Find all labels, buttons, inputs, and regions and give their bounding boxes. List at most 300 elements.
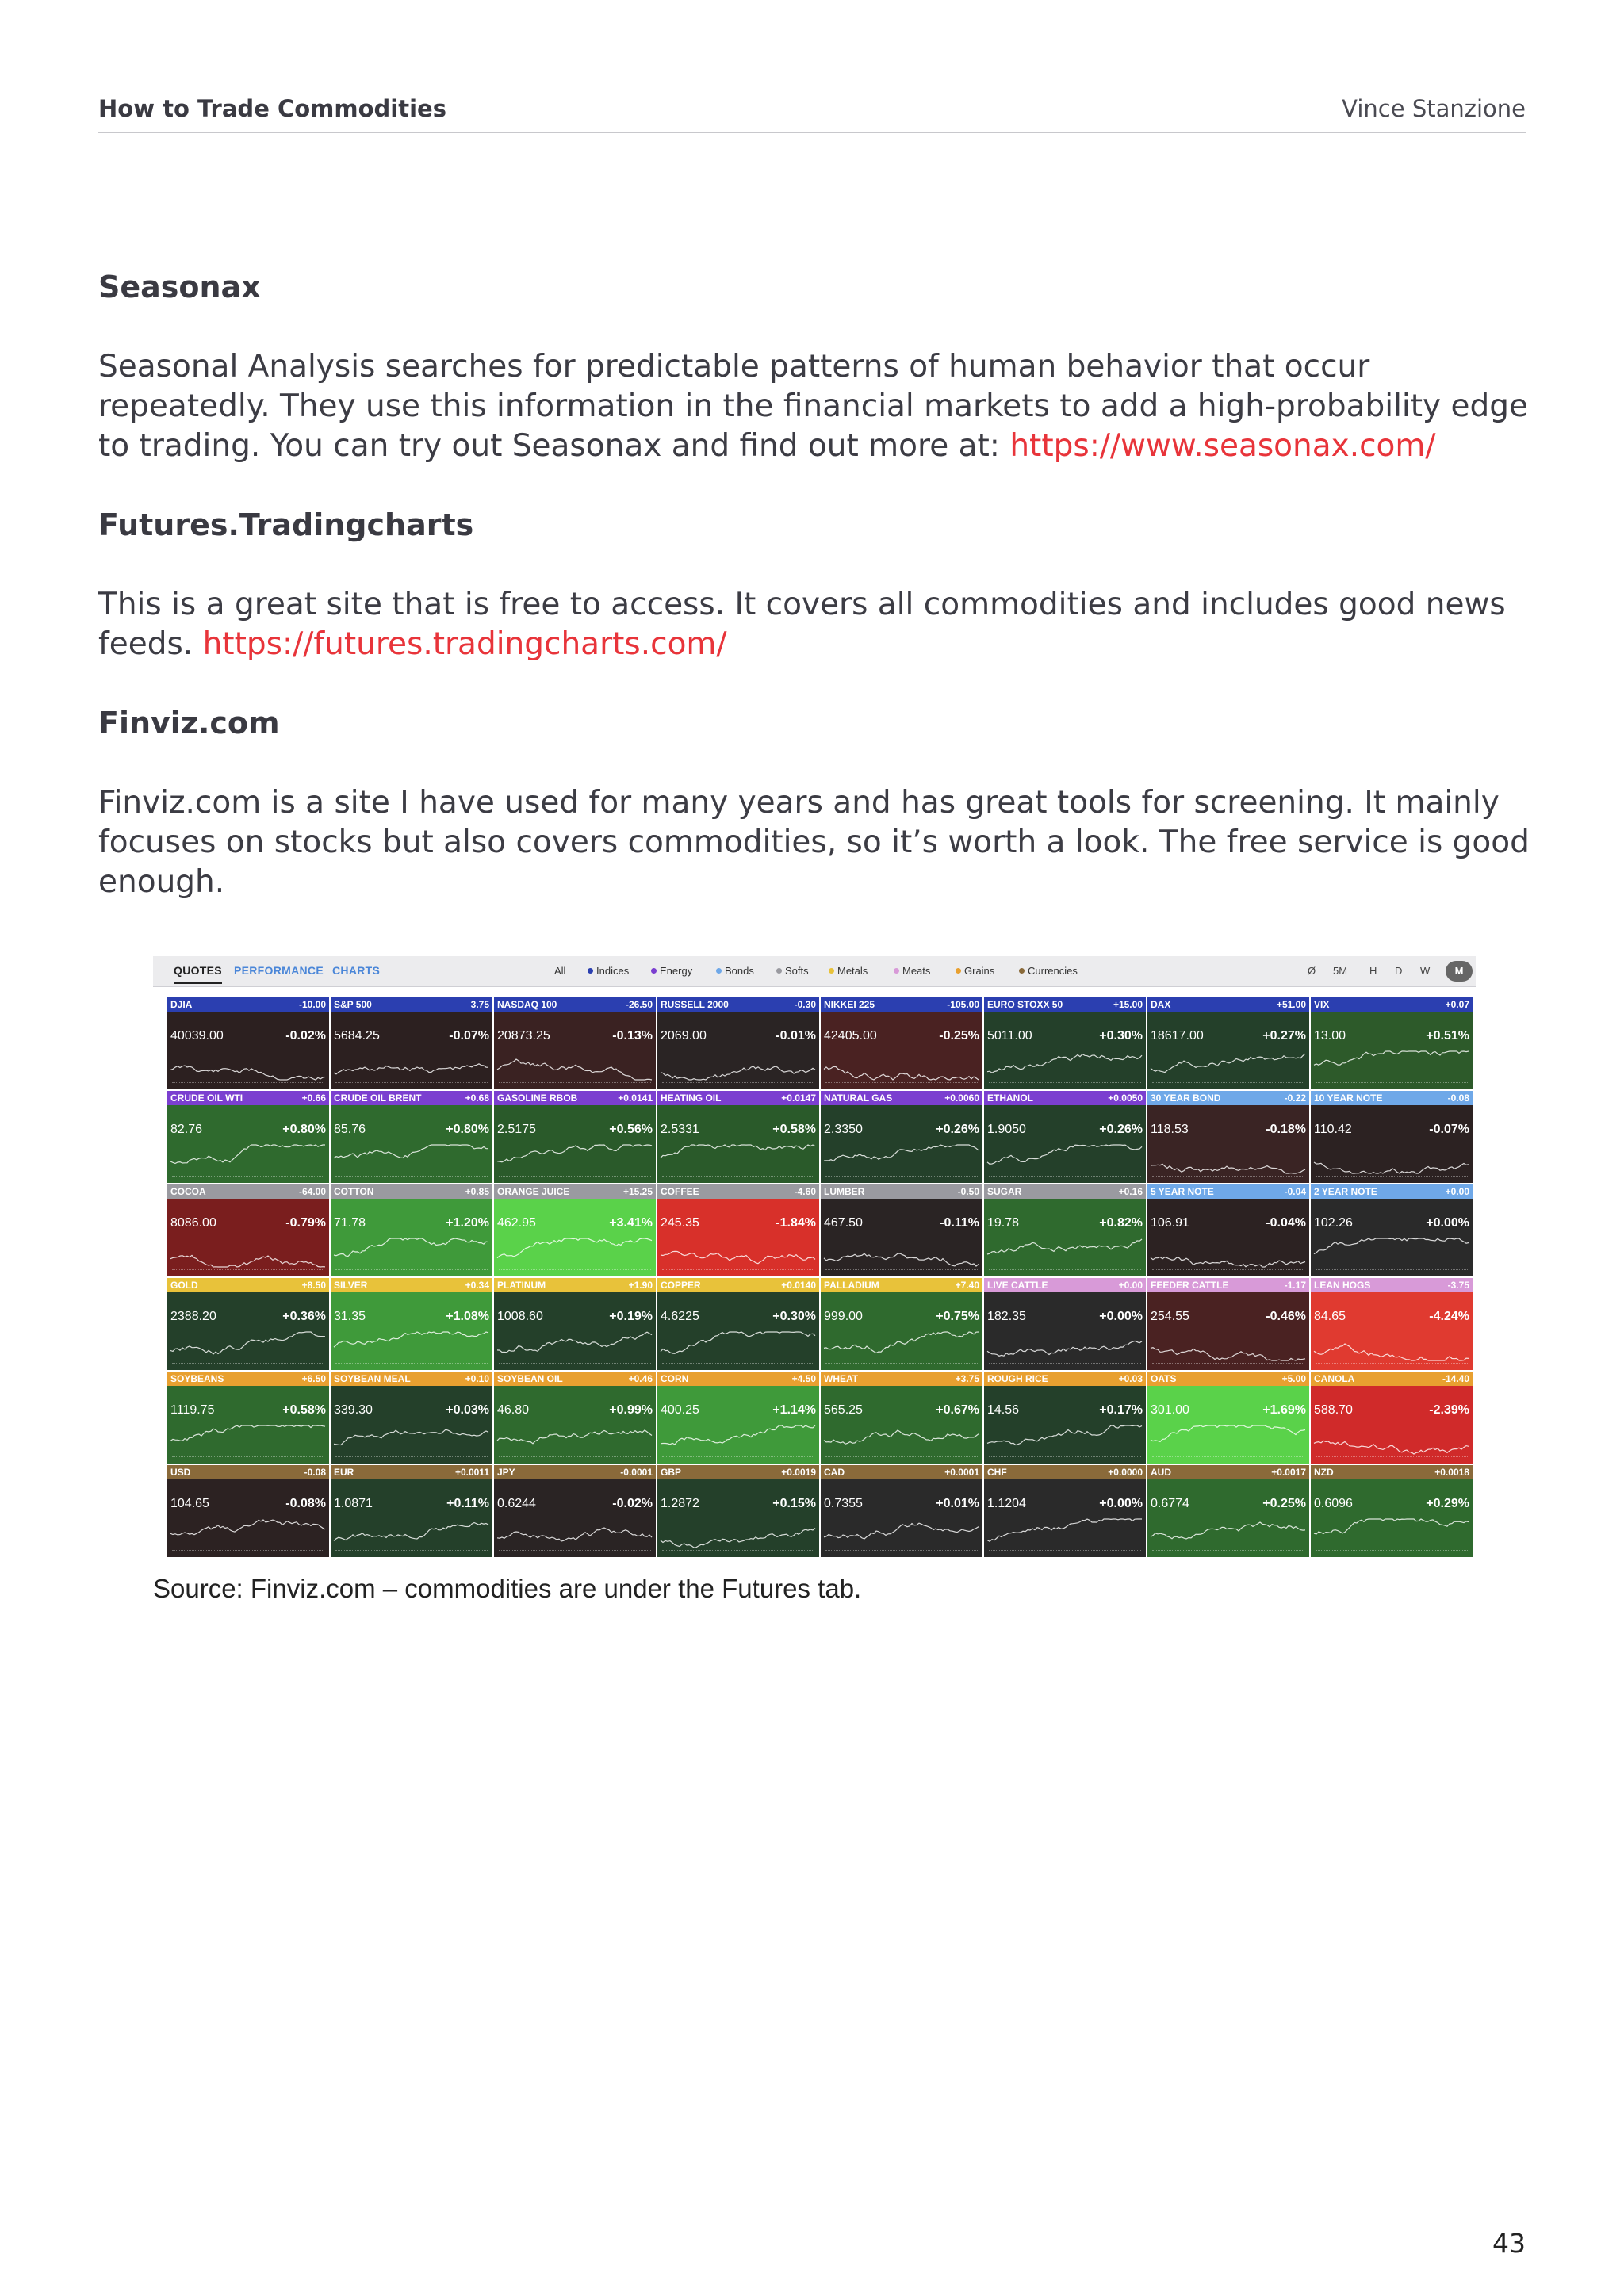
futures-tile[interactable] — [984, 997, 1146, 1089]
sparkline-chart — [984, 1516, 1146, 1551]
tile-price: 31.35 — [334, 1310, 366, 1323]
sparkline-chart — [821, 1235, 982, 1270]
sparkline-line — [497, 1059, 652, 1080]
tile-change: -14.40 — [1442, 1373, 1469, 1384]
tile-header — [1147, 1465, 1309, 1479]
tile-header — [1147, 1278, 1309, 1292]
tile-header — [984, 1372, 1146, 1386]
sparkline-chart — [167, 1422, 329, 1457]
futures-tile[interactable] — [1311, 1372, 1473, 1464]
sparkline-chart — [167, 1048, 329, 1083]
tile-name: DJIA — [170, 999, 193, 1010]
sparkline-chart — [167, 1516, 329, 1551]
tile-price: 1008.60 — [497, 1310, 543, 1323]
tile-body — [821, 1386, 982, 1464]
filter-bonds[interactable] — [716, 965, 754, 977]
tile-name: CRUDE OIL WTI — [170, 1093, 243, 1104]
filter-meats[interactable] — [894, 965, 930, 977]
sparkline-line — [170, 1066, 325, 1080]
tile-price: 254.55 — [1151, 1310, 1189, 1323]
futures-tile[interactable] — [821, 1278, 982, 1370]
tile-change: +5.00 — [1281, 1373, 1306, 1384]
sparkline-chart — [331, 1422, 492, 1457]
tile-price: 102.26 — [1314, 1216, 1353, 1230]
sparkline-line — [987, 1519, 1142, 1541]
tile-change: +0.16 — [1118, 1186, 1143, 1197]
tile-axis — [1316, 1269, 1468, 1275]
tile-body — [331, 1199, 492, 1276]
tile-header — [1147, 1184, 1309, 1199]
timeframe-0[interactable]: Ø — [1308, 965, 1316, 977]
sparkline-chart — [1147, 1142, 1309, 1177]
sparkline-line — [824, 1066, 979, 1080]
timeframe-1[interactable]: 5M — [1333, 965, 1348, 977]
filter-indices[interactable] — [588, 965, 629, 977]
tile-axis — [1152, 1176, 1304, 1181]
tile-name: ETHANOL — [987, 1093, 1033, 1104]
tile-percent-change: +1.14% — [772, 1403, 816, 1417]
tab-charts[interactable]: CHARTS — [332, 964, 381, 977]
tile-percent-change: +0.30% — [1099, 1029, 1143, 1043]
futures-tile[interactable] — [494, 1465, 656, 1557]
tile-body — [1147, 1105, 1309, 1183]
futures-tile[interactable] — [1147, 997, 1309, 1089]
tile-percent-change: +0.26% — [1099, 1123, 1143, 1136]
tile-price: 118.53 — [1151, 1123, 1189, 1136]
futures-tile[interactable] — [167, 1091, 329, 1183]
tile-axis — [989, 1363, 1141, 1368]
tile-body — [331, 1479, 492, 1557]
tile-header — [1311, 1465, 1473, 1479]
futures-tile[interactable] — [167, 1465, 329, 1557]
sparkline-chart — [1311, 1329, 1473, 1364]
tile-axis — [1316, 1456, 1468, 1462]
filter-grains[interactable] — [956, 965, 994, 977]
tile-body — [821, 1292, 982, 1370]
tile-percent-change: +0.00% — [1099, 1497, 1143, 1510]
futures-tile[interactable] — [984, 1372, 1146, 1464]
tile-name: 10 YEAR NOTE — [1314, 1093, 1383, 1104]
tile-axis — [1152, 1456, 1304, 1462]
tile-percent-change: -0.11% — [940, 1216, 979, 1230]
sparkline-line — [1151, 1425, 1305, 1441]
tile-percent-change: -1.84% — [776, 1216, 816, 1230]
tile-change: -0.08 — [304, 1467, 326, 1478]
tile-axis — [1316, 1363, 1468, 1368]
futures-tile[interactable] — [331, 1465, 492, 1557]
tile-axis — [989, 1456, 1141, 1462]
futures-tile[interactable] — [1147, 1372, 1309, 1464]
tile-body — [331, 1386, 492, 1464]
tile-percent-change: -0.79% — [285, 1216, 326, 1230]
tile-price: 245.35 — [661, 1216, 699, 1230]
timeframe-4[interactable]: W — [1420, 965, 1431, 977]
futures-tile[interactable] — [167, 1184, 329, 1276]
tile-name: SOYBEANS — [170, 1373, 224, 1384]
tile-price: 18617.00 — [1151, 1029, 1204, 1043]
tile-price: 2069.00 — [661, 1029, 707, 1043]
sparkline-chart — [1147, 1516, 1309, 1551]
tile-price: 0.6774 — [1151, 1497, 1189, 1510]
sparkline-chart — [331, 1235, 492, 1270]
tile-body — [494, 1199, 656, 1276]
futures-tile[interactable] — [331, 1372, 492, 1464]
filter-metals[interactable] — [829, 965, 868, 977]
futures-tile[interactable] — [331, 1278, 492, 1370]
seasonax-link[interactable]: https://www.seasonax.com/ — [1009, 428, 1436, 464]
sparkline-chart — [1147, 1329, 1309, 1364]
tile-price: 1.9050 — [987, 1123, 1026, 1136]
tile-change: +0.0001 — [944, 1467, 979, 1478]
sparkline-chart — [494, 1142, 656, 1177]
sparkline-line — [497, 1528, 652, 1541]
tile-price: 106.91 — [1151, 1216, 1189, 1230]
tile-change: +0.85 — [465, 1186, 489, 1197]
tile-price: 0.6244 — [497, 1497, 536, 1510]
tile-change: -0.22 — [1284, 1093, 1306, 1104]
sparkline-chart — [494, 1422, 656, 1457]
tile-header — [821, 1465, 982, 1479]
futures-tile[interactable] — [984, 1091, 1146, 1183]
tile-change: +15.25 — [622, 1186, 653, 1197]
tile-body — [1147, 1292, 1309, 1370]
figure-caption: Source: Finviz.com – commodities are under the Futures tab. — [153, 1574, 862, 1603]
sparkline-chart — [167, 1329, 329, 1364]
tile-header — [821, 1278, 982, 1292]
tile-header — [331, 997, 492, 1012]
futures-tile[interactable] — [657, 1091, 819, 1183]
tile-axis — [1316, 1082, 1468, 1088]
tile-header — [984, 1278, 1146, 1292]
tile-percent-change: +0.30% — [772, 1310, 816, 1323]
filter-energy[interactable] — [651, 965, 692, 977]
tile-price: 2.5175 — [497, 1123, 536, 1136]
tile-name: PALLADIUM — [824, 1280, 879, 1291]
filter-currencies[interactable] — [1019, 965, 1078, 977]
sparkline-line — [497, 1332, 652, 1353]
sparkline-chart — [657, 1329, 819, 1364]
tile-axis — [499, 1269, 651, 1275]
tile-price: 19.78 — [987, 1216, 1020, 1230]
futures-tile[interactable] — [1311, 1184, 1473, 1276]
sparkline-chart — [1147, 1235, 1309, 1270]
futures-tile[interactable] — [821, 1465, 982, 1557]
sparkline-line — [824, 1332, 979, 1353]
timeframe-3[interactable]: D — [1395, 965, 1403, 977]
filter-dot-icon — [776, 968, 782, 974]
tile-name: SILVER — [334, 1280, 368, 1291]
tile-body — [984, 1479, 1146, 1557]
page-number: 43 — [1492, 2228, 1526, 2259]
futures-tile[interactable] — [1311, 1278, 1473, 1370]
tile-change: +0.00 — [1118, 1280, 1143, 1291]
tile-price: 400.25 — [661, 1403, 699, 1417]
header-divider — [98, 132, 1526, 133]
tile-price: 999.00 — [824, 1310, 863, 1323]
sparkline-line — [170, 1145, 325, 1164]
tile-axis — [1152, 1082, 1304, 1088]
tile-price: 46.80 — [497, 1403, 530, 1417]
tile-name: USD — [170, 1467, 191, 1478]
tile-percent-change: -0.07% — [449, 1029, 489, 1043]
tile-body — [167, 1105, 329, 1183]
tradingcharts-link[interactable]: https://futures.tradingcharts.com/ — [202, 626, 727, 662]
tile-body — [657, 1105, 819, 1183]
sparkline-chart — [167, 1235, 329, 1270]
tile-change: +0.0141 — [618, 1093, 653, 1104]
tile-body — [1311, 1292, 1473, 1370]
futures-tile[interactable] — [1311, 1091, 1473, 1183]
tile-body — [1147, 1479, 1309, 1557]
tile-change: +0.46 — [628, 1373, 653, 1384]
tile-name: LUMBER — [824, 1186, 865, 1197]
sparkline-line — [661, 1332, 815, 1353]
futures-tile[interactable] — [1147, 1091, 1309, 1183]
tile-price: 1.1204 — [987, 1497, 1026, 1510]
futures-tile[interactable] — [1311, 1465, 1473, 1557]
sparkline-chart — [1311, 1235, 1473, 1270]
sparkline-line — [334, 1523, 488, 1541]
filter-dot-icon — [956, 968, 961, 974]
tile-percent-change: +0.99% — [609, 1403, 653, 1417]
futures-tile[interactable] — [494, 1372, 656, 1464]
tile-change: +51.00 — [1276, 999, 1306, 1010]
filter-dot-icon — [651, 968, 657, 974]
futures-tile[interactable] — [494, 1278, 656, 1370]
tile-name: WHEAT — [824, 1373, 859, 1384]
sparkline-line — [661, 1528, 815, 1548]
tile-body — [331, 1292, 492, 1370]
tile-axis — [335, 1363, 488, 1368]
tile-name: DAX — [1151, 999, 1171, 1010]
sparkline-chart — [494, 1048, 656, 1083]
tile-price: 84.65 — [1314, 1310, 1346, 1323]
filter-softs[interactable] — [776, 965, 809, 977]
tile-name: OATS — [1151, 1373, 1177, 1384]
sparkline-line — [1151, 1348, 1305, 1360]
tile-body — [984, 1012, 1146, 1089]
sparkline-line — [1151, 1054, 1305, 1072]
timeframe-5[interactable]: M — [1446, 961, 1473, 982]
futures-tile[interactable] — [657, 1465, 819, 1557]
tile-percent-change: +1.20% — [446, 1216, 489, 1230]
tile-body — [657, 1012, 819, 1089]
filter-label: Metals — [837, 965, 868, 977]
tile-header — [984, 997, 1146, 1012]
tile-price: 82.76 — [170, 1123, 203, 1136]
sparkline-line — [987, 1145, 1142, 1164]
sparkline-line — [334, 1064, 488, 1074]
tile-name: EUR — [334, 1467, 354, 1478]
tile-change: +0.0147 — [781, 1093, 816, 1104]
tile-change: +0.0018 — [1434, 1467, 1469, 1478]
tile-change: +3.75 — [955, 1373, 979, 1384]
tile-axis — [1316, 1550, 1468, 1556]
tile-change: -0.04 — [1284, 1186, 1306, 1197]
futures-tile[interactable] — [821, 1184, 982, 1276]
tile-percent-change: +0.75% — [936, 1310, 979, 1323]
tile-change: -10.00 — [298, 999, 326, 1010]
futures-tile[interactable] — [1147, 1278, 1309, 1370]
tile-percent-change: -2.39% — [1429, 1403, 1469, 1417]
tile-price: 1.0871 — [334, 1497, 373, 1510]
futures-tile[interactable] — [821, 1091, 982, 1183]
sparkline-chart — [331, 1142, 492, 1177]
sparkline-line — [170, 1520, 325, 1535]
sparkline-line — [824, 1145, 979, 1161]
tile-price: 0.7355 — [824, 1497, 863, 1510]
tile-name: COCOA — [170, 1186, 206, 1197]
sparkline-line — [661, 1425, 815, 1445]
tile-header — [167, 1184, 329, 1199]
futures-tile[interactable] — [494, 1091, 656, 1183]
futures-tile[interactable] — [821, 997, 982, 1089]
tile-price: 85.76 — [334, 1123, 366, 1136]
tile-percent-change: +1.69% — [1262, 1403, 1306, 1417]
sparkline-chart — [1311, 1516, 1473, 1551]
tile-name: NZD — [1314, 1467, 1334, 1478]
tab-performance[interactable]: PERFORMANCE — [234, 964, 324, 977]
tile-header — [494, 997, 656, 1012]
tile-price: 2.3350 — [824, 1123, 863, 1136]
sparkline-chart — [331, 1048, 492, 1083]
tile-header — [494, 1278, 656, 1292]
futures-tile[interactable] — [494, 997, 656, 1089]
futures-tile[interactable] — [494, 1184, 656, 1276]
sparkline-line — [824, 1523, 979, 1539]
tile-header — [657, 1465, 819, 1479]
finviz-screenshot — [153, 956, 1476, 1561]
tile-header — [331, 1278, 492, 1292]
heading-seasonax: Seasonax — [98, 270, 261, 304]
tile-axis — [825, 1082, 978, 1088]
futures-tile[interactable] — [167, 1278, 329, 1370]
tab-quotes[interactable]: QUOTES — [174, 964, 222, 977]
tile-body — [984, 1105, 1146, 1183]
tile-body — [1311, 1199, 1473, 1276]
futures-tile[interactable] — [167, 1372, 329, 1464]
filter-dot-icon — [829, 968, 834, 974]
tile-percent-change: -0.13% — [612, 1029, 653, 1043]
tile-header — [1147, 1091, 1309, 1105]
tile-price: 4.6225 — [661, 1310, 699, 1323]
tile-name: NIKKEI 225 — [824, 999, 875, 1010]
tile-body — [1311, 1386, 1473, 1464]
sparkline-chart — [821, 1142, 982, 1177]
tile-name: RUSSELL 2000 — [661, 999, 729, 1010]
paragraph-seasonax: Seasonal Analysis searches for predictable patterns of human behavior that occur repeatedly. They use this information in the financial markets to add a high-probability edge to trading. You can try out Seasonax and find out more at: https://www.seasonax.com/ — [98, 349, 1529, 464]
tile-header — [1147, 1372, 1309, 1386]
tile-header — [1311, 1278, 1473, 1292]
tile-change: -26.50 — [625, 999, 653, 1010]
futures-tile[interactable] — [984, 1184, 1146, 1276]
tile-body — [167, 1386, 329, 1464]
tile-percent-change: -0.25% — [939, 1029, 979, 1043]
tile-body — [331, 1105, 492, 1183]
futures-tile[interactable] — [1311, 997, 1473, 1089]
tile-body — [821, 1199, 982, 1276]
tile-axis — [335, 1082, 488, 1088]
tile-body — [167, 1012, 329, 1089]
tile-percent-change: -0.01% — [776, 1029, 816, 1043]
tile-axis — [662, 1456, 814, 1462]
sparkline-chart — [984, 1142, 1146, 1177]
tile-body — [1311, 1479, 1473, 1557]
tile-change: 3.75 — [470, 999, 489, 1010]
timeframe-2[interactable]: H — [1369, 965, 1377, 977]
futures-tile[interactable] — [331, 1091, 492, 1183]
sparkline-chart — [1311, 1048, 1473, 1083]
futures-tile[interactable] — [167, 997, 329, 1089]
tile-change: +0.34 — [465, 1280, 489, 1291]
tile-price: 20873.25 — [497, 1029, 550, 1043]
filter-label: Grains — [964, 965, 995, 977]
tile-axis — [172, 1082, 324, 1088]
futures-tile[interactable] — [657, 1372, 819, 1464]
tile-change: -0.0001 — [620, 1467, 653, 1478]
tile-change: +0.00 — [1445, 1186, 1469, 1197]
tile-change: -0.08 — [1447, 1093, 1469, 1104]
tile-header — [984, 1465, 1146, 1479]
tile-change: +0.0000 — [1108, 1467, 1143, 1478]
futures-tile[interactable] — [657, 1184, 819, 1276]
tile-axis — [499, 1176, 651, 1181]
futures-tile[interactable] — [984, 1465, 1146, 1557]
tile-percent-change: +0.80% — [446, 1123, 489, 1136]
tile-name: SUGAR — [987, 1186, 1022, 1197]
tile-header — [657, 1278, 819, 1292]
tile-change: -105.00 — [947, 999, 979, 1010]
tile-axis — [1152, 1550, 1304, 1556]
tile-name: VIX — [1314, 999, 1330, 1010]
sparkline-chart — [984, 1329, 1146, 1364]
tile-header — [331, 1091, 492, 1105]
tile-change: +0.68 — [465, 1093, 489, 1104]
sparkline-line — [661, 1066, 815, 1080]
tile-header — [657, 997, 819, 1012]
futures-tile[interactable] — [657, 1278, 819, 1370]
futures-tile[interactable] — [331, 1184, 492, 1276]
filter-label: Meats — [902, 965, 931, 977]
tile-percent-change: +0.25% — [1262, 1497, 1306, 1510]
tile-body — [1311, 1012, 1473, 1089]
futures-tile[interactable] — [1147, 1465, 1309, 1557]
tile-body — [657, 1199, 819, 1276]
tile-header — [1311, 997, 1473, 1012]
sparkline-chart — [1147, 1422, 1309, 1457]
tile-percent-change: +0.00% — [1426, 1216, 1469, 1230]
tile-body — [494, 1105, 656, 1183]
tile-price: 104.65 — [170, 1497, 209, 1510]
filter-all[interactable] — [554, 965, 565, 977]
tile-axis — [825, 1176, 978, 1181]
futures-tile[interactable] — [657, 997, 819, 1089]
sparkline-line — [987, 1341, 1142, 1356]
tile-percent-change: -0.04% — [1266, 1216, 1306, 1230]
futures-tile[interactable] — [1147, 1184, 1309, 1276]
futures-tile[interactable] — [984, 1278, 1146, 1370]
futures-tile[interactable] — [331, 997, 492, 1089]
futures-tile[interactable] — [821, 1372, 982, 1464]
sparkline-line — [497, 1430, 652, 1444]
tile-price: 0.6096 — [1314, 1497, 1353, 1510]
tile-axis — [499, 1082, 651, 1088]
sparkline-chart — [1147, 1048, 1309, 1083]
tile-change: +1.90 — [628, 1280, 653, 1291]
sparkline-chart — [1311, 1422, 1473, 1457]
tile-name: COTTON — [334, 1186, 374, 1197]
tile-name: AUD — [1151, 1467, 1171, 1478]
